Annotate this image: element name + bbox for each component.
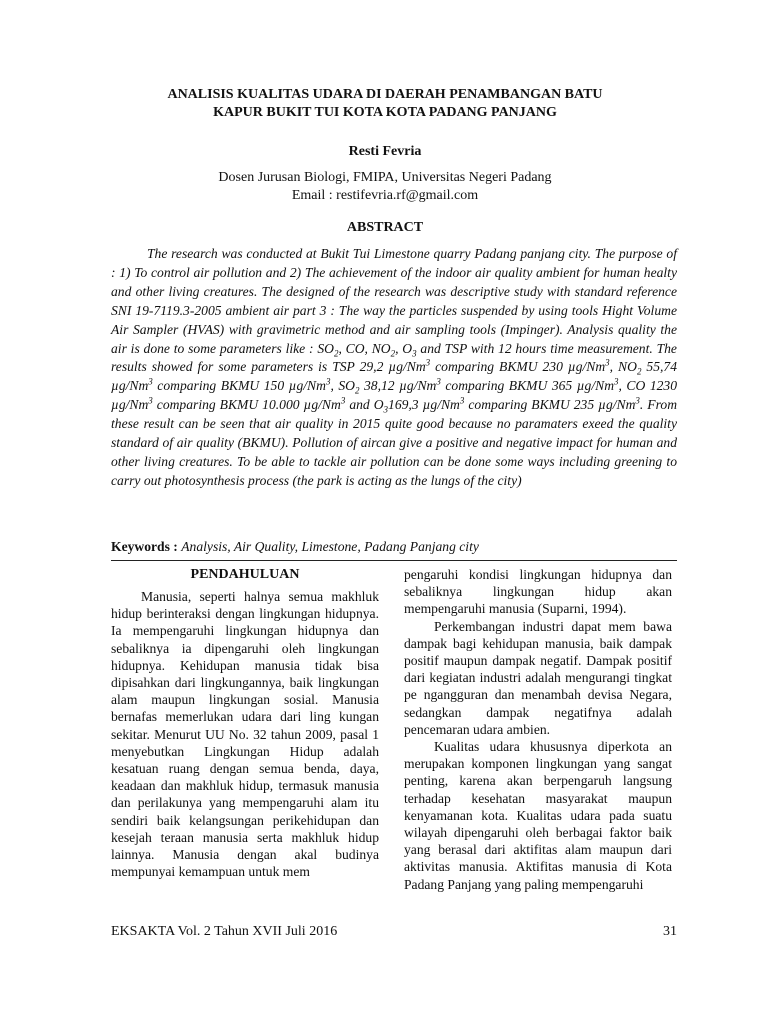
abstract-body: The research was conducted at Bukit Tui Limestone quarry Padang panjang city. The purpose of : 1) To control air pollution and 2) The achievement of the indoor air quality ambient for human healty and other living creatures. The designed of the research was descriptive study with standard reference SNI 19-7119.3-2005 ambient air part 3 : The way the particles suspended by using tools Hight Volume Air Sampler (HVAS) with gravimetric method and air sampling tools (Impinger). Analysis quality the air is done to some parameters like : $SO_2$, CO, $NO_2$, $O_3$ and TSP with 12 hours time measurement. The results showed for some parameters is TSP 29,2 µg/Nm$^3$ comparing BKMU 230 µg/Nm$^3$, $NO_2$ 55,74 µg/Nm$^3$ comparing BKMU 150 µg/Nm$^3$, $SO_2$ 38,12 µg/Nm$^3$ comparing BKMU 365 µg/Nm$^3$, CO 1230 µg/Nm$^3$ comparing BKMU 10.000 µg/Nm$^3$ and $O_3169,3$ µg/Nm$^3$ comparing BKMU 235 µg/Nm$^3$. From these result can be seen that air quality in 2015 quite good because no paramaters exeed the quality standard of air quality (BKMU). Pollution of aircan give a positive and negative impact for human and other living creatures. To be able to tackle air pollution can be done some ways including greening to carry out photosynthesis process (the park is acting as the lungs of the city) [111, 246, 678, 488]
keywords [111, 538, 677, 556]
page-number: 31 [663, 924, 677, 939]
abstract-heading: ABSTRACT [346, 220, 424, 235]
affiliation-block [150, 169, 620, 205]
left-paragraph-1: Manusia, seperti halnya semua makhluk hidup berinteraksi dengan lingkungan hidupnya. Ia mempengaruhi lingkungan hidupnya dan sebaliknya ia dipengaruhi oleh lingkungan hidupnya. Kehidupan manusia tidak bisa dipisahkan dari lingkungannya, baik lingkungan alam maupun lingkungan sosial. Manusia bernafas memerlukan udara dari ling kungan sekitar. Menurut UU No. 32 tahun 2009, pasal 1 menyebutkan Lingkungan Hidup adalah kesatuan ruang dengan semua benda, daya, keadaan dan makhluk hidup, termasuk manusia dan perilakunya yang mempengaruhi alam itu sendiri baik kelangsungan perikehidupan dan kesejah teraan manusia serta makhluk hidup lainnya. Manusia dengan akal budinya mempunyai kemampuan untuk mem [111, 589, 379, 880]
keywords-label: Keywords : [111, 539, 178, 554]
right-paragraph-3: Kualitas udara khususnya diperkota an merupakan komponen lingkungan yang sangat penting, karena akan berpengaruh langsung terhadap kesehatan masyarakat maupun kenyamanan kota. Kualitas udara pada suatu wilayah dipengaruhi oleh berbagai faktor baik yang berasal dari aktifitas alam maupun dari aktivitas manusia. Aktifitas manusia di Kota Padang Panjang yang paling mempengaruhi [404, 739, 672, 892]
title-line-2: KAPUR BUKIT TUI KOTA KOTA PADANG PANJANG [213, 105, 557, 120]
title-line-1: ANALISIS KUALITAS UDARA DI DAERAH PENAMBANGAN BATU [167, 87, 603, 102]
email: Email : restifevria.rf@gmail.com [291, 188, 479, 203]
journal-footer: EKSAKTA Vol. 2 Tahun XVII Juli 2016 [111, 924, 338, 939]
right-paragraph-1: pengaruhi kondisi lingkungan hidupnya dan sebaliknya lingkungan hidup akan mempengaruhi manusia (Suparni, 1994). [404, 567, 672, 617]
affiliation: Dosen Jurusan Biologi, FMIPA, Universitas Negeri Padang [218, 170, 552, 185]
keywords-value: Analysis, Air Quality, Limestone, Padang Panjang city [181, 539, 479, 554]
left-column [111, 566, 379, 880]
paper-title [150, 86, 620, 122]
right-column [404, 566, 672, 893]
author-name: Resti Fevria [348, 144, 422, 159]
section-heading: PENDAHULUAN [190, 567, 300, 582]
section-divider [111, 560, 677, 561]
right-paragraph-2: Perkembangan industri dapat mem bawa dampak bagi kehidupan manusia, baik dampak positif maupun dampak negatif. Dampak positif dari kegiatan industri adalah mengurangi tingkat pe ngangguran dan menambah devisa Negara, sedangkan dampak negatifnya adalah pencemaran udara ambien. [404, 618, 672, 737]
